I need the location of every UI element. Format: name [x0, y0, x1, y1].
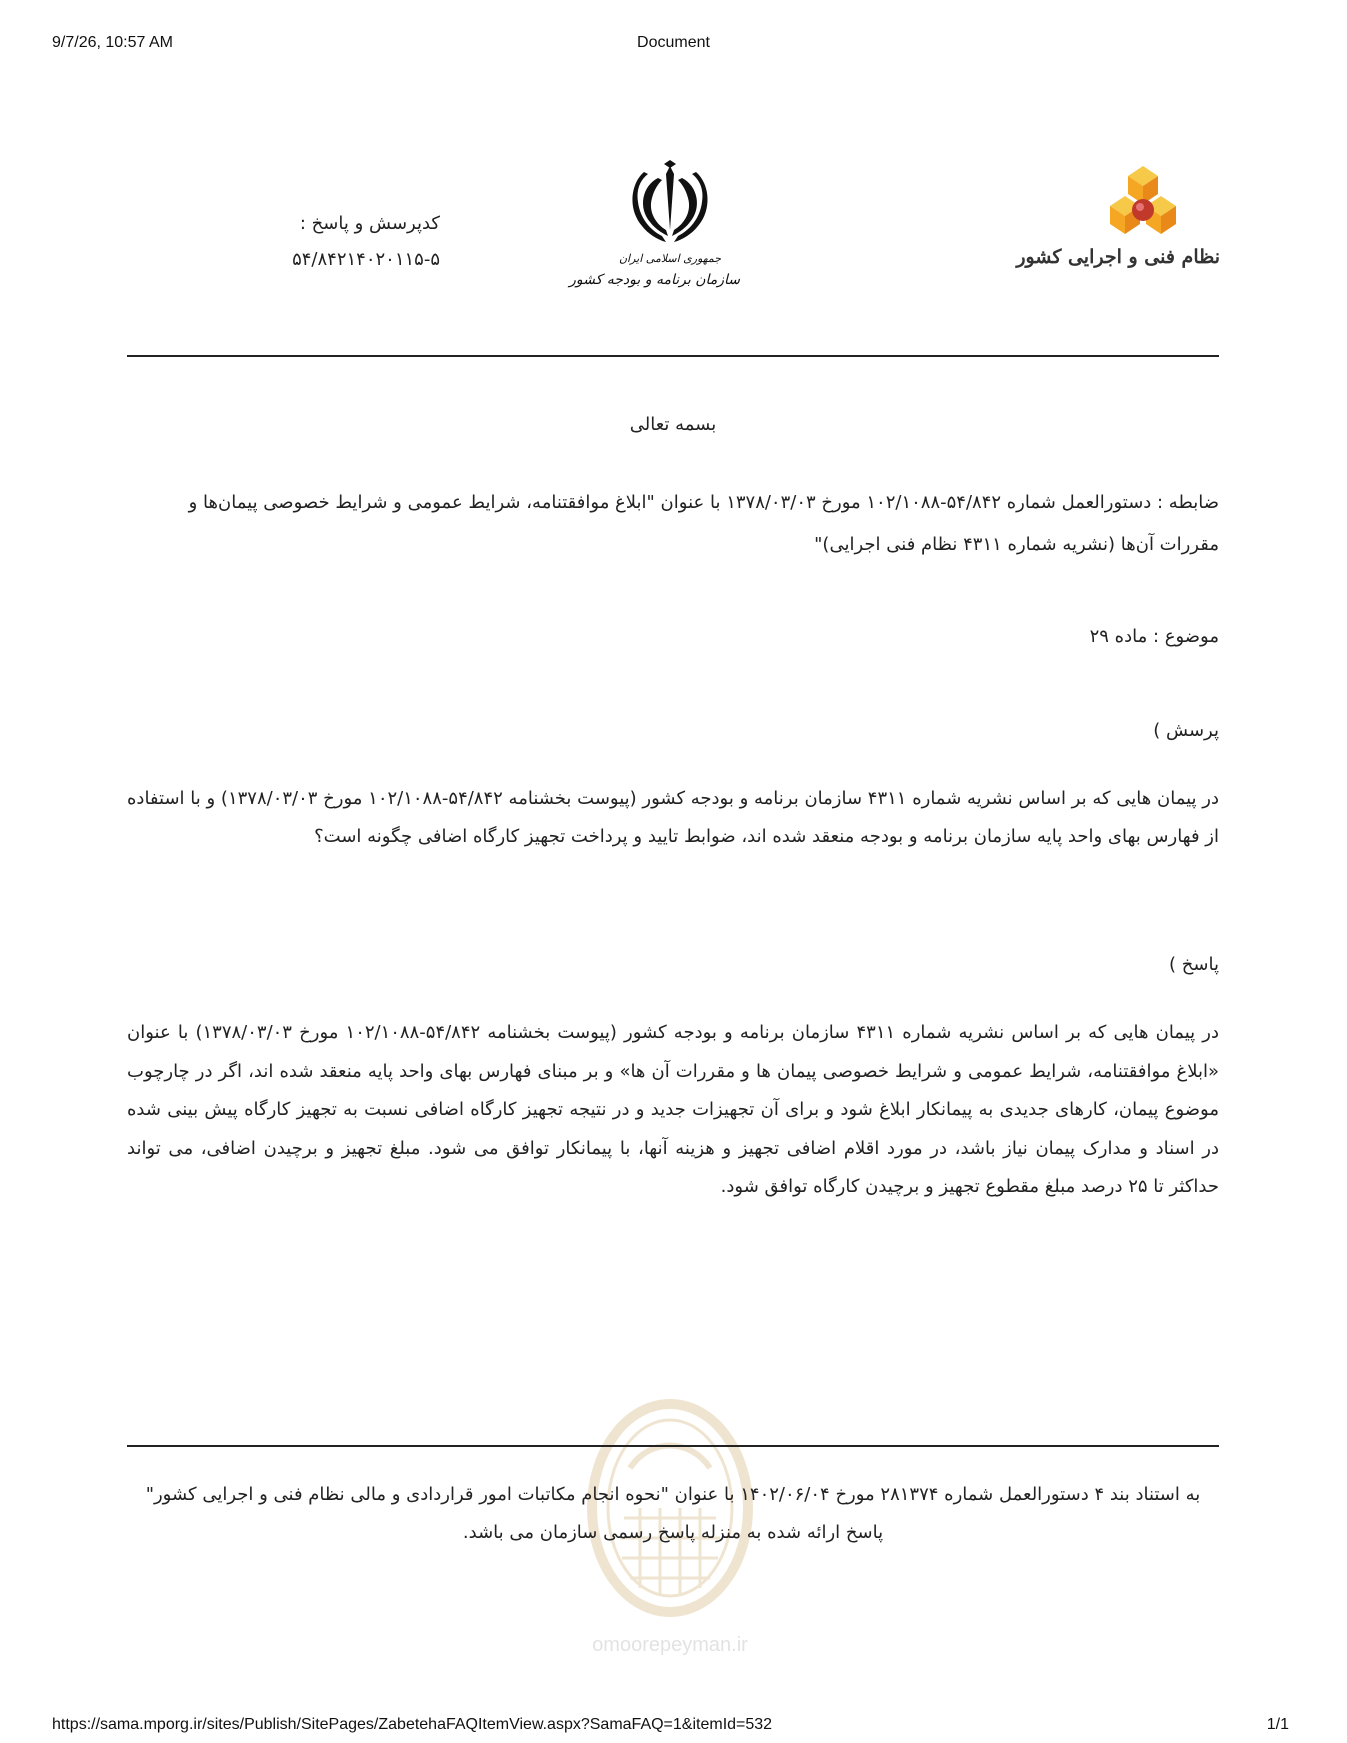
iran-emblem [569, 160, 740, 310]
footnote-text: به استناد بند ۴ دستورالعمل شماره ۲۸۱۳۷۴ مورخ ۱۴۰۲/۰۶/۰۴ با عنوان "نحوه انجام مکاتبات امور قراردادی و مالی نظام فنی و اجرایی کشور" پاسخ ارائه شده به منزله پاسخ رسمی سازمان می باشد. [145, 1484, 1201, 1543]
header-divider [127, 355, 1219, 357]
print-footer [0, 1716, 1347, 1738]
print-url: https://sama.mporg.ir/sites/Publish/SitePages/ZabetehaFAQItemView.aspx?SamaFAQ=1&itemId=532 [52, 1716, 773, 1733]
question-heading: پرسش ) [1153, 720, 1219, 741]
emblem-caption-2: سازمان برنامه و بودجه کشور [569, 272, 740, 288]
qa-code-label: کدپرسش و پاسخ : [299, 213, 440, 234]
nezam-fanni-logo [1016, 164, 1220, 304]
basmala: بسمه تعالی [629, 414, 717, 435]
logo-caption: نظام فنی و اجرایی کشور [1016, 246, 1220, 268]
footer-divider [127, 1445, 1219, 1447]
criterion-text: ضابطه : دستورالعمل شماره ۵۴/۸۴۲-۱۰۲/۱۰۸۸ مورخ ۱۳۷۸/۰۳/۰۳ با عنوان "ابلاغ موافقتنامه، شرایط عمومی و شرایط خصوصی پیمان‌ها و مقررات آن‌ها (نشریه شماره ۴۳۱۱ نظام فنی اجرایی)" [188, 492, 1219, 555]
answer-text: در پیمان هایی که بر اساس نشریه شماره ۴۳۱۱ سازمان برنامه و بودجه کشور (پیوست بخشنامه ۵۴/۸۴۲-۱۰۲/۱۰۸۸ مورخ ۱۳۷۸/۰۳/۰۳) با عنوان «ابلاغ موافقتنامه، شرایط عمومی و شرایط خصوصی پیمان ها و مقررات آن ها» و بر مبنای فهارس بهای واحد پایه منعقد شده اند، اگر در چارچوب موضوع پیمان، کارهای جدیدی به پیمانکار ابلاغ شود و برای آن تجهیزات جدید و در نتیجه تجهیز کارگاه اضافی نسبت به تجهیز کارگاه پیش بینی شده در اسناد و مدارک پیمان نیاز باشد، در مورد اقلام اضافی تجهیز و هزینه آنها، با پیمانکار توافق می شود. مبلغ تجهیز و برچیدن اضافی، می تواند حداکثر تا ۲۵ درصد مبلغ مقطوع تجهیز و برچیدن کارگاه توافق شود. [127, 1022, 1219, 1197]
print-page-count: 1/1 [1266, 1716, 1289, 1733]
question-text: در پیمان هایی که بر اساس نشریه شماره ۴۳۱۱ سازمان برنامه و بودجه کشور (پیوست بخشنامه ۵۴/۸۴۲-۱۰۲/۱۰۸۸ مورخ ۱۳۷۸/۰۳/۰۳) و با استفاده از فهارس بهای واحد پایه سازمان برنامه و بودجه منعقد شده اند، ضوابط تایید و پرداخت تجهیز کارگاه اضافی چگونه است؟ [127, 788, 1219, 847]
print-header [0, 34, 1347, 58]
print-date: 9/7/26, 10:57 AM [52, 34, 173, 51]
print-title: Document [637, 34, 710, 51]
cube-pyramid-icon [1100, 164, 1186, 244]
subject-line: موضوع : ماده ۲۹ [1089, 626, 1219, 647]
emblem-caption-1: جمهوری اسلامی ایران [618, 252, 722, 265]
qa-code [200, 206, 440, 278]
answer-heading: پاسخ ) [1169, 954, 1219, 975]
qa-code-value: ۵۴/۸۴۲۱۴۰۲۰۱۱۵-۵ [292, 249, 440, 270]
watermark-site: omoorepeyman.ir [592, 1634, 748, 1656]
iran-emblem-icon [622, 160, 718, 250]
